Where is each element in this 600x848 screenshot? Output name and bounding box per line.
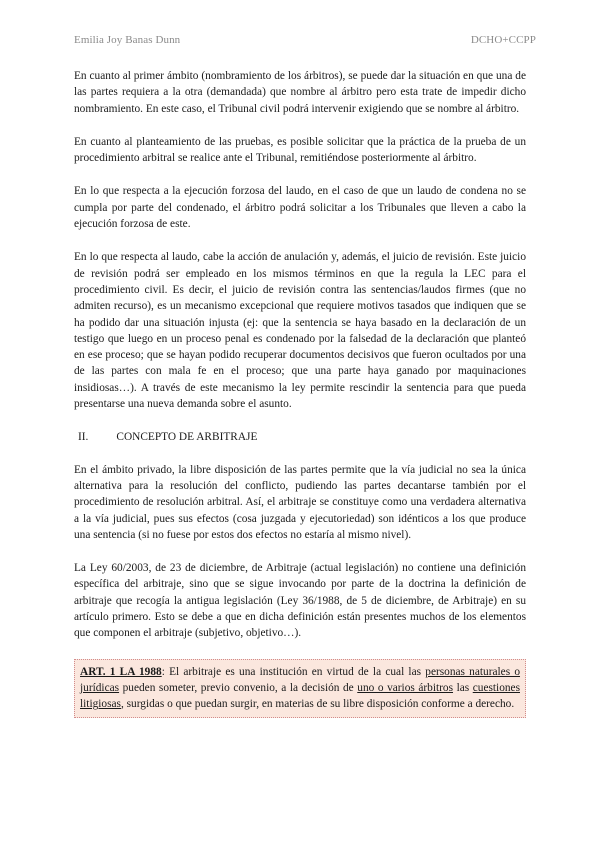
- quote-underlined: cuestiones litigiosas: [80, 681, 520, 711]
- quote-underlined: personas naturales o jurídicas: [80, 665, 521, 694]
- article-label: ART. 1 LA 1988: [80, 665, 162, 678]
- page-header: [74, 34, 536, 46]
- quote-text: las: [453, 681, 473, 694]
- paragraph: En el ámbito privado, la libre disposición de las partes permite que la vía judicial no sea la única alternativa para la resolución del conflicto, pudiendo las partes decantarse también por el procedimiento de resolución arbitral. Así, el arbitraje se constituye como una verdadera alternativa a la vía judicial, pues sus efectos (cosa juzgada y ejecutoriedad) son idénticos a los que produce una sentencia (si no fuese por estos dos efectos no estaría al mismo nivel).: [74, 463, 526, 541]
- paragraph: En lo que respecta a la ejecución forzosa del laudo, en el caso de que un laudo de condena no se cumpla por parte del condenado, el árbitro podrá solicitar a los Tribunales que lleven a cabo la ejecución forzosa de este.: [74, 185, 526, 231]
- paragraph: En cuanto al primer ámbito (nombramiento de los árbitros), se puede dar la situación en que una de las partes requiera a la otra (demandada) que nombre al árbitro pero esta trate de impedir dicho nombramiento. En este caso, el Tribunal civil podrá intervenir exigiendo que se nombre al árbitro.: [74, 70, 526, 115]
- quote-text: , surgidas o que puedan surgir, en materias de su libre disposición conforme a derecho.: [120, 698, 515, 711]
- quote-underlined: uno o varios árbitros: [357, 681, 454, 694]
- paragraph: En cuanto al planteamiento de las pruebas, es posible solicitar que la práctica de la prueba de un procedimiento arbitral se realice ante el Tribunal, remitiéndose posteriormente al árbitro.: [74, 135, 526, 165]
- section-heading: [78, 429, 526, 445]
- document-body: [74, 68, 526, 718]
- quote-text: : El arbitraje es una institución en virtud de la cual las: [161, 665, 426, 678]
- section-number: II.: [78, 431, 89, 444]
- quote-text: pueden someter, previo convenio, a la decisión de: [119, 681, 358, 694]
- section-title: CONCEPTO DE ARBITRAJE: [116, 431, 258, 444]
- author-name: Emilia Joy Banas Dunn: [74, 34, 181, 46]
- article-quote-box: [74, 659, 526, 718]
- paragraph: En lo que respecta al laudo, cabe la acción de anulación y, además, el juicio de revisión. Este juicio de revisión podrá ser empleado en los mismos términos en que la regula la LEC para el procedimiento civil. Es decir, el juicio de revisión contra las sentencias/laudos firmes (que no admiten recurso), es un mecanismo excepcional que requiere motivos tasados que indiquen que se ha podido dar una situación injusta (ej: que la sentencia se haya basado en la declaración de un testigo que luego en un proceso penal es condenado por la falsedad de la declaración que planteó en ese proceso; que se hayan podido recuperar documentos decisivos que fueron ocultados por una de las partes con mala fe en el proceso; que una parte haya ganado por maquinaciones insidiosas…). A través de este mecanismo la ley permite rescindir la sentencia para que pueda presentarse una nueva demanda sobre el asunto.: [74, 251, 526, 411]
- course-code: DCHO+CCPP: [470, 34, 536, 46]
- paragraph: La Ley 60/2003, de 23 de diciembre, de Arbitraje (actual legislación) no contiene una definición específica del arbitraje, sino que se sigue invocando por parte de la doctrina la definición de arbitraje que recogía la antigua legislación (Ley 36/1988, de 5 de diciembre, de Arbitraje) en su artículo primero. Esto se debe a que en dicha definición están presentes muchos de los elementos que componen el arbitraje (subjetivo, objetivo…).: [74, 562, 526, 640]
